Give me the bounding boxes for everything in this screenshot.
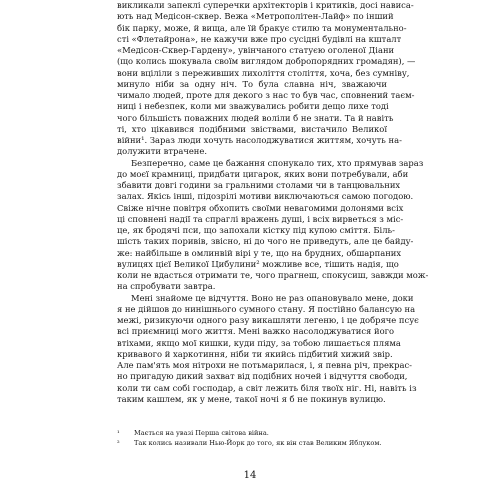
text-line: залах. Якісь інші, підозрілі мотиви виключаються самою погодою. (117, 191, 414, 202)
text-line: долужити втрачене. (117, 146, 208, 157)
text-line: минуло ніби за одну ніч. То була славна ніч, зважаючи (117, 78, 387, 89)
text-line: я не дійшов до нинішнього сумного стану. Я постійно балансую на (117, 303, 416, 314)
text-line: викликали запеклі суперечки архітекторів і критиків, досі нависа- (117, 0, 414, 10)
text-line: но пригадую дикий захват від подібних ночей і відчуття свободи, (117, 371, 408, 382)
text-line: вулицях цієї Великої Цибулини² можливе все, тішить надія, що (117, 258, 399, 269)
footnote-text: Мається на увазі Перша світова війна. (134, 429, 269, 437)
text-line: чого більшість поважних людей воліли б не знати. Та й навіть (117, 112, 394, 123)
paragraph-start-line: Мені знайоме це відчуття. Воно не раз опановувало мене, доки (131, 292, 414, 303)
text-line: чимало людей, проте для декого з нас то був час, сповнений таєм- (117, 90, 415, 100)
text-line: Свіже нічне повітря обхопить своїми невагомими долонями всіх (117, 202, 404, 213)
text-line: всі приємниці мого життя. Мені важко насолоджуватися його (117, 326, 395, 337)
page-number: 14 (243, 470, 257, 481)
text-line: коли не вдасться отримати те, чого прагнеш, спокусиш, завжди мож- (117, 270, 429, 280)
text-line: Але пам'ять моя нітрохи не потьмарилася, і, я певна річ, прекрас- (117, 360, 413, 370)
text-line: шість таких поривів, звісно, ні до чого не приведуть, але це байду- (117, 236, 414, 247)
text-line: війни¹. Зараз люди хочуть насолоджуватися життям, хочуть на- (117, 135, 402, 145)
text-line: коли ти сам собі господар, а світ лежить біля твоїх ніг. Ні, навіть із (117, 382, 417, 393)
text-line: бік парку, може, й вища, але їй бракує стилю та монументально- (117, 22, 407, 33)
footnote-text: Так колись називали Нью-Йорк до того, як він став Великим Яблуком. (134, 439, 382, 447)
footnote-1 (117, 428, 387, 438)
text-line: вони вціліли з переживших лихоліття століття, хоча, без сумніву, (117, 67, 410, 78)
text-line: «Медісон-Сквер-Гардену», увінчаного статуєю оголеної Діани (117, 45, 395, 55)
text-line: таким кашлем, як у мене, такої ночі я б не покинув вулицю. (117, 393, 386, 404)
body-text (117, 0, 429, 405)
text-line: ють над Медісон-сквер. Вежа «Метрополітен-Лайф» по інший (117, 11, 394, 22)
text-line: до моєї крамниці, придбати цигарок, яких вони потребували, аби (117, 168, 409, 179)
text-line: межі, ризикуючи одного разу викашляти легеню, і це добряче псує (117, 315, 419, 325)
footnote-2 (117, 438, 387, 448)
text-line: збавити довгі години за гральними столами чи в танцювальних (117, 180, 401, 190)
text-line: ті, хто цікавився подібними звіствами, вистачило Великої (117, 123, 387, 134)
footnote-mark: ¹ (117, 429, 120, 437)
text-line: сті «Флетайрона», не кажучи вже про сусідні будівлі на кшталт (117, 33, 402, 44)
text-line: це, як бродячі пси, що запохали кістку під купою сміття. Біль- (117, 225, 395, 235)
text-line: (що колись шокувала своїм виглядом добропорядних громадян), — (117, 56, 416, 67)
text-line: ниці і небезпек, коли ми зважувались робити дещо лихе тоді (117, 101, 389, 112)
text-line: кривавого й харкотиння, ніби ти якийсь підбитий хижий звір. (117, 348, 393, 359)
text-line: на спробувати завтра. (117, 281, 216, 292)
paragraph-start-line: Безперечно, саме це бажання спонукало тих, хто прямував зараз (131, 157, 424, 168)
footnotes (117, 428, 387, 448)
text-line: ці сповнені надії та спраглі вражень душі, і всіх вирветься з міс- (117, 213, 404, 224)
text-line: втіхами, якщо мої кишки, куди піду, за тобою лишається пляма (117, 337, 401, 348)
text-line: же: найбільше в омлинвій вірі у те, що на брудних, обшарпаних (117, 247, 402, 258)
footnote-mark: ² (117, 439, 120, 447)
